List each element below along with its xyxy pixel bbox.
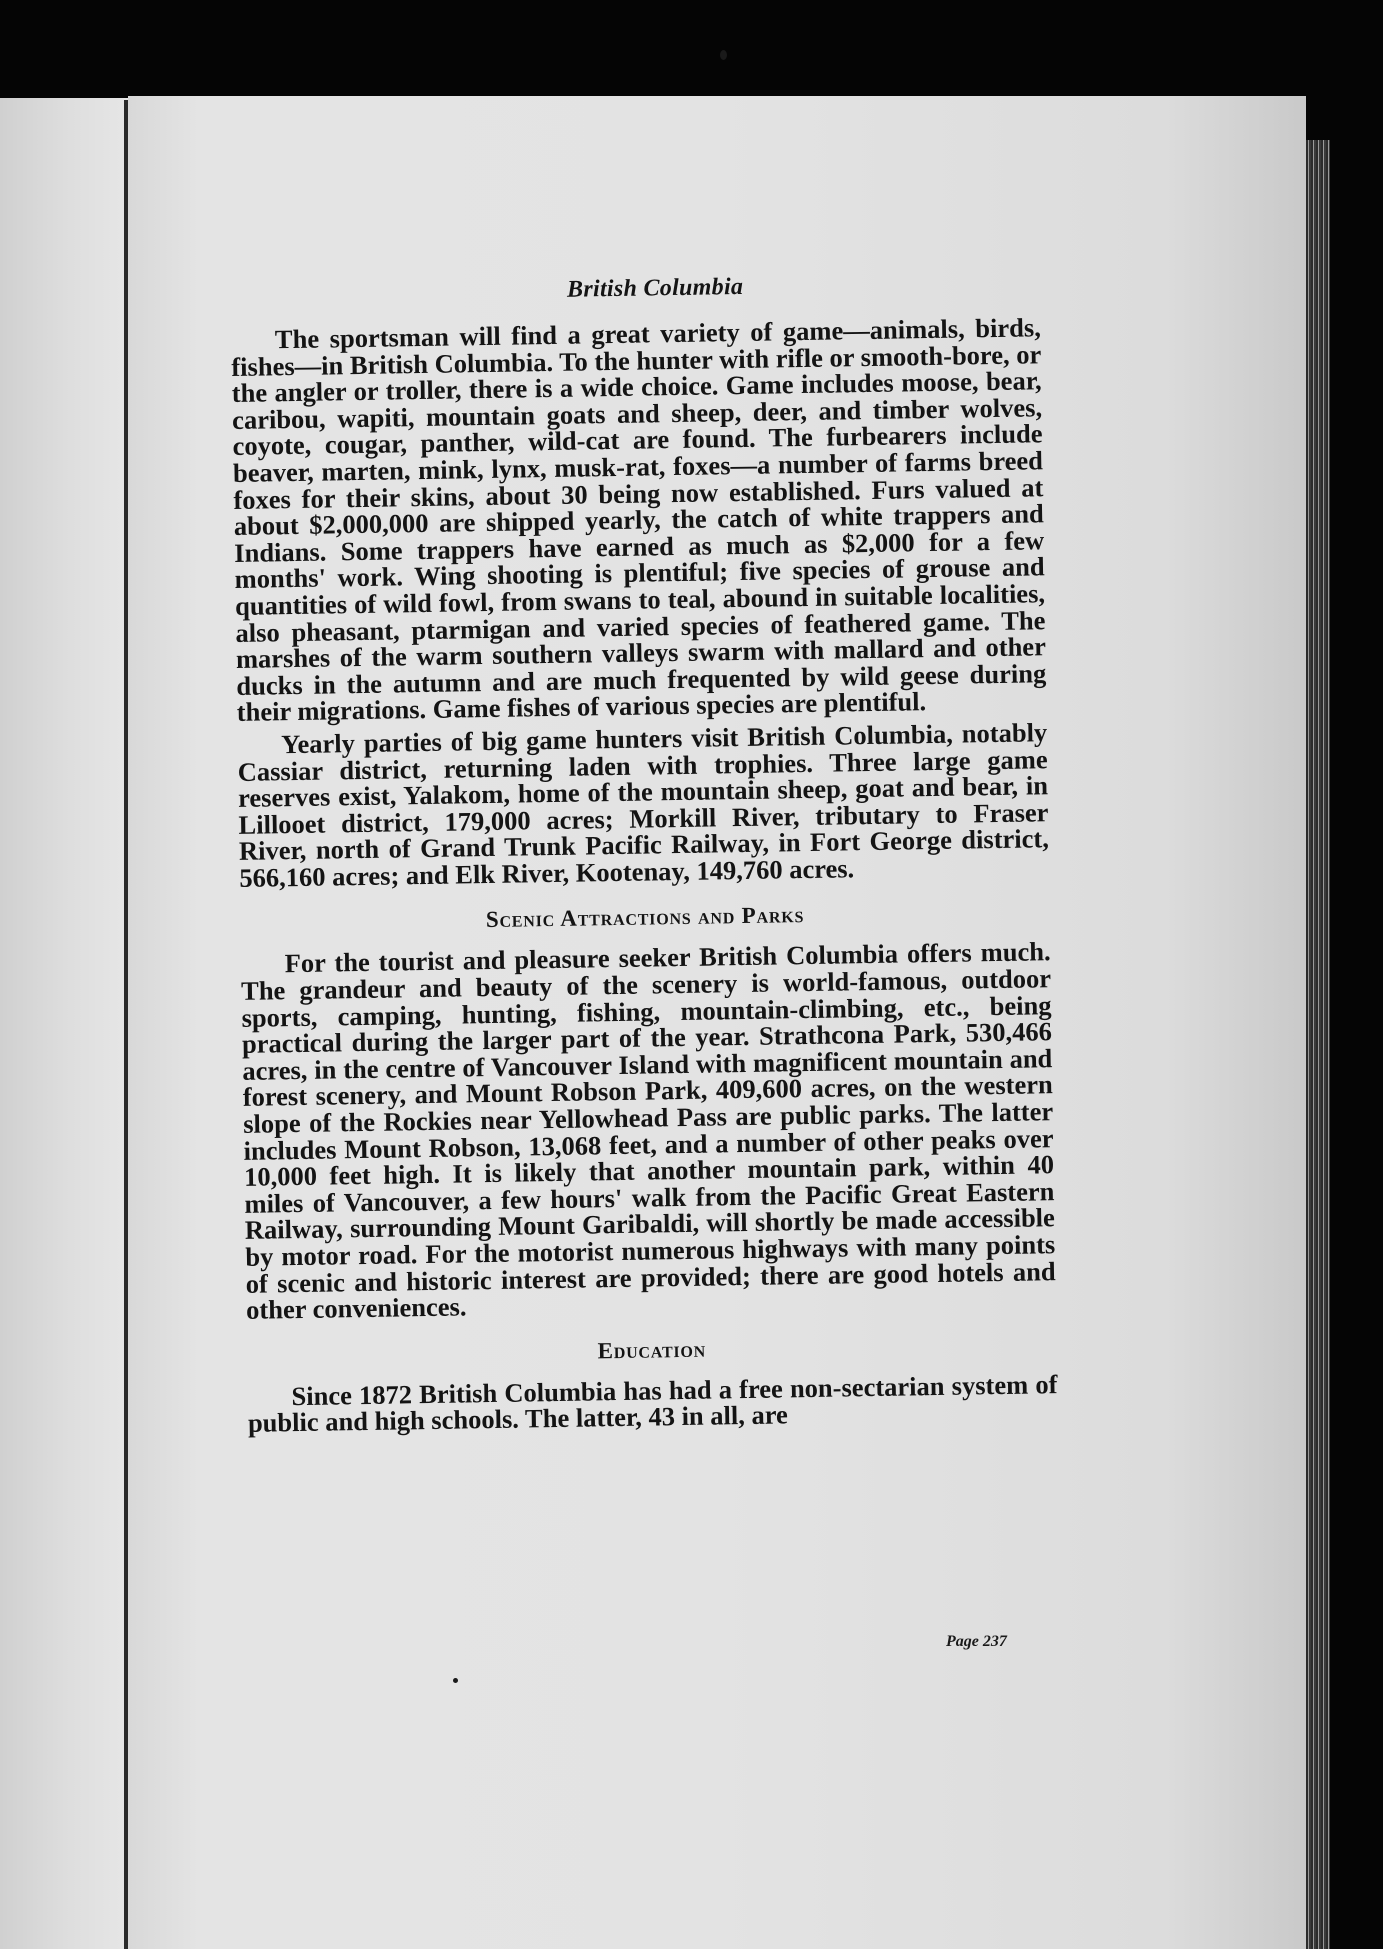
scan-speck xyxy=(453,1678,458,1683)
page-text-block xyxy=(230,269,1058,1443)
scan-speck xyxy=(720,50,727,60)
section-heading-education: Education xyxy=(597,1336,707,1364)
page-stack-edges xyxy=(1306,140,1330,1949)
paragraph-education: Since 1872 British Columbia has had a free non-sectarian system of public and high schools. The latter, 43 in all, are xyxy=(247,1368,1058,1439)
paragraph-scenic-parks: For the tourist and pleasure seeker British Columbia offers much. The grandeur and beauty of the scenery is world-famous, outdoor sports, camping, hunting, fishing, mountain-climbing, etc., being practical during the larger part of the year. Strathcona Park, 530,466 acres, in the centre of Vancouver Island with magnificent mountain and forest scenery, and Mount Robson Park, 409,600 acres, on the western slope of the Rockies near Yellowhead Pass are public parks. The latter includes Mount Robson, 13,068 feet, and a number of other peaks over 10,000 feet high. It is likely that another mountain park, within 40 miles of Vancouver, a few hours' walk from the Pacific Great Eastern Railway, surrounding Mount Garibaldi, will shortly be made accessible by motor road. For the motorist numerous highways with many points of scenic and historic interest are provided; there are good hotels and other conveniences. xyxy=(240,936,1056,1326)
facing-page-edge xyxy=(0,98,128,1949)
paragraph-game-animals: The sportsman will find a great variety of game—animals, birds, fishes—in British Columbia. To the hunter with rifle or smooth-bore, or the angler or troller, there is a wide choice. Game includes moose, bear, caribou, wapiti, mountain goats and sheep, deer, and timber wolves, coyote, cougar, panther, wild-cat are found. The furbearers include beaver, marten, mink, lynx, musk-rat, foxes—a number of farms breed foxes for their skins, about 30 being now established. Furs valued at about $2,000,000 are shipped yearly, the catch of white trappers and Indians. Some trappers have earned as much as $2,000 for a few months' work. Wing shooting is plentiful; five species of grouse and quantities of wild fowl, from swans to teal, abound in suitable localities, also pheasant, ptarmigan and varied species of feathered game. The marshes of the warm southern valleys swarm with mallard and other ducks in the autumn and are much frequented by wild geese during their migrations. Game fishes of various species are plentiful. xyxy=(231,312,1047,728)
page-number: Page 237 xyxy=(946,1633,1007,1650)
running-head: British Columbia xyxy=(566,273,744,303)
section-heading-scenic: Scenic Attractions and Parks xyxy=(485,902,805,933)
paragraph-big-game-reserves: Yearly parties of big game hunters visit British Columbia, notably Cassiar district, returning laden with trophies. Three large game reserves exist, Yalakom, home of the mountain sheep, goat and bear, in Lillooet district, 179,000 acres; Morkill River, tributary to Fraser River, north of Grand Trunk Pacific Railway, in Fort George district, 566,160 acres; and Elk River, Kootenay, 149,760 acres. xyxy=(237,717,1050,893)
